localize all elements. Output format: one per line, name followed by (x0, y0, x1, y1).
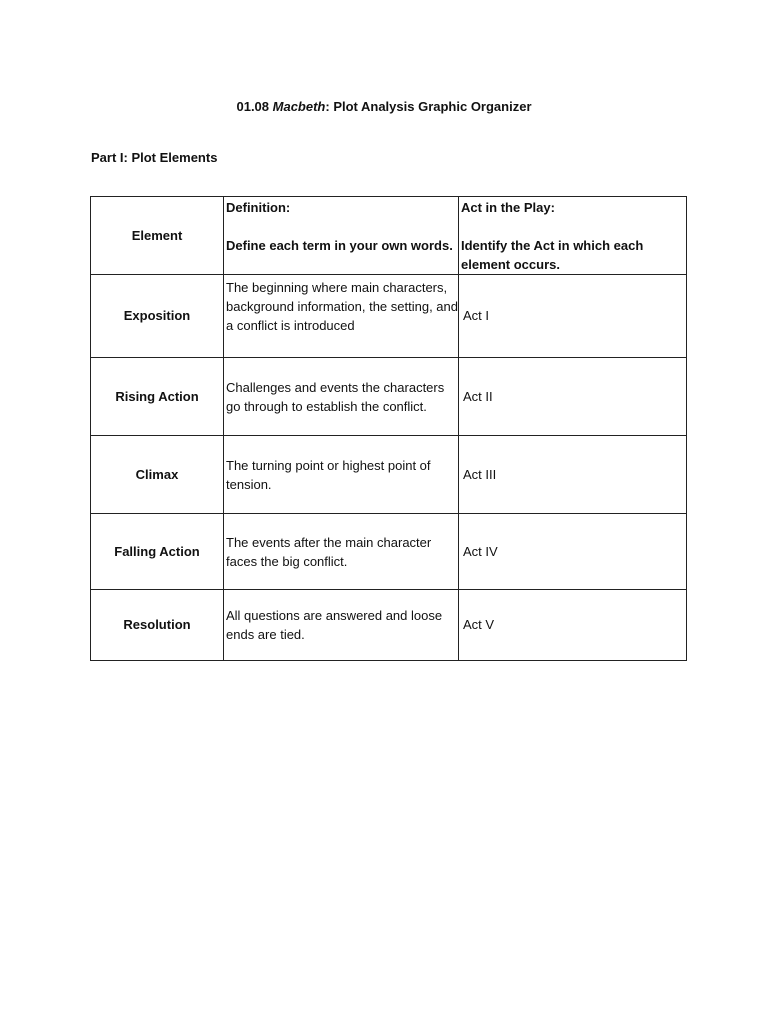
element-cell: Climax (91, 436, 224, 514)
definition-cell[interactable]: The beginning where main characters, background information, the setting, and a conflict is introduced (224, 275, 459, 358)
definition-cell[interactable]: All questions are answered and loose ends are tied. (224, 590, 459, 661)
header-definition-instruction: Define each term in your own words. (226, 238, 453, 253)
definition-cell[interactable]: Challenges and events the characters go through to establish the conflict. (224, 358, 459, 436)
header-act (459, 197, 687, 275)
element-cell: Falling Action (91, 514, 224, 590)
table-row (91, 590, 687, 661)
act-cell[interactable]: Act IV (459, 514, 687, 590)
header-element: Element (91, 197, 224, 275)
act-cell[interactable]: Act II (459, 358, 687, 436)
act-cell[interactable]: Act V (459, 590, 687, 661)
element-cell: Rising Action (91, 358, 224, 436)
table-row (91, 275, 687, 358)
element-cell: Resolution (91, 590, 224, 661)
section-heading: Part I: Plot Elements (91, 150, 218, 165)
table-row (91, 358, 687, 436)
title-italic: Macbeth (272, 99, 326, 114)
table-row (91, 436, 687, 514)
header-act-instruction: Identify the Act in which each element occurs. (461, 238, 644, 272)
definition-cell[interactable]: The turning point or highest point of tension. (224, 436, 459, 514)
table-header-row (91, 197, 687, 275)
definition-cell[interactable]: The events after the main character faces the big conflict. (224, 514, 459, 590)
document-title (0, 99, 768, 115)
header-definition-title: Definition: (226, 200, 291, 215)
element-cell: Exposition (91, 275, 224, 358)
header-definition (224, 197, 459, 275)
header-act-title: Act in the Play: (461, 200, 555, 215)
title-prefix: 01.08 (236, 99, 273, 114)
plot-elements-table (90, 196, 687, 661)
title-suffix: : Plot Analysis Graphic Organizer (325, 99, 532, 114)
table-row (91, 514, 687, 590)
act-cell[interactable]: Act I (459, 275, 687, 358)
act-cell[interactable]: Act III (459, 436, 687, 514)
